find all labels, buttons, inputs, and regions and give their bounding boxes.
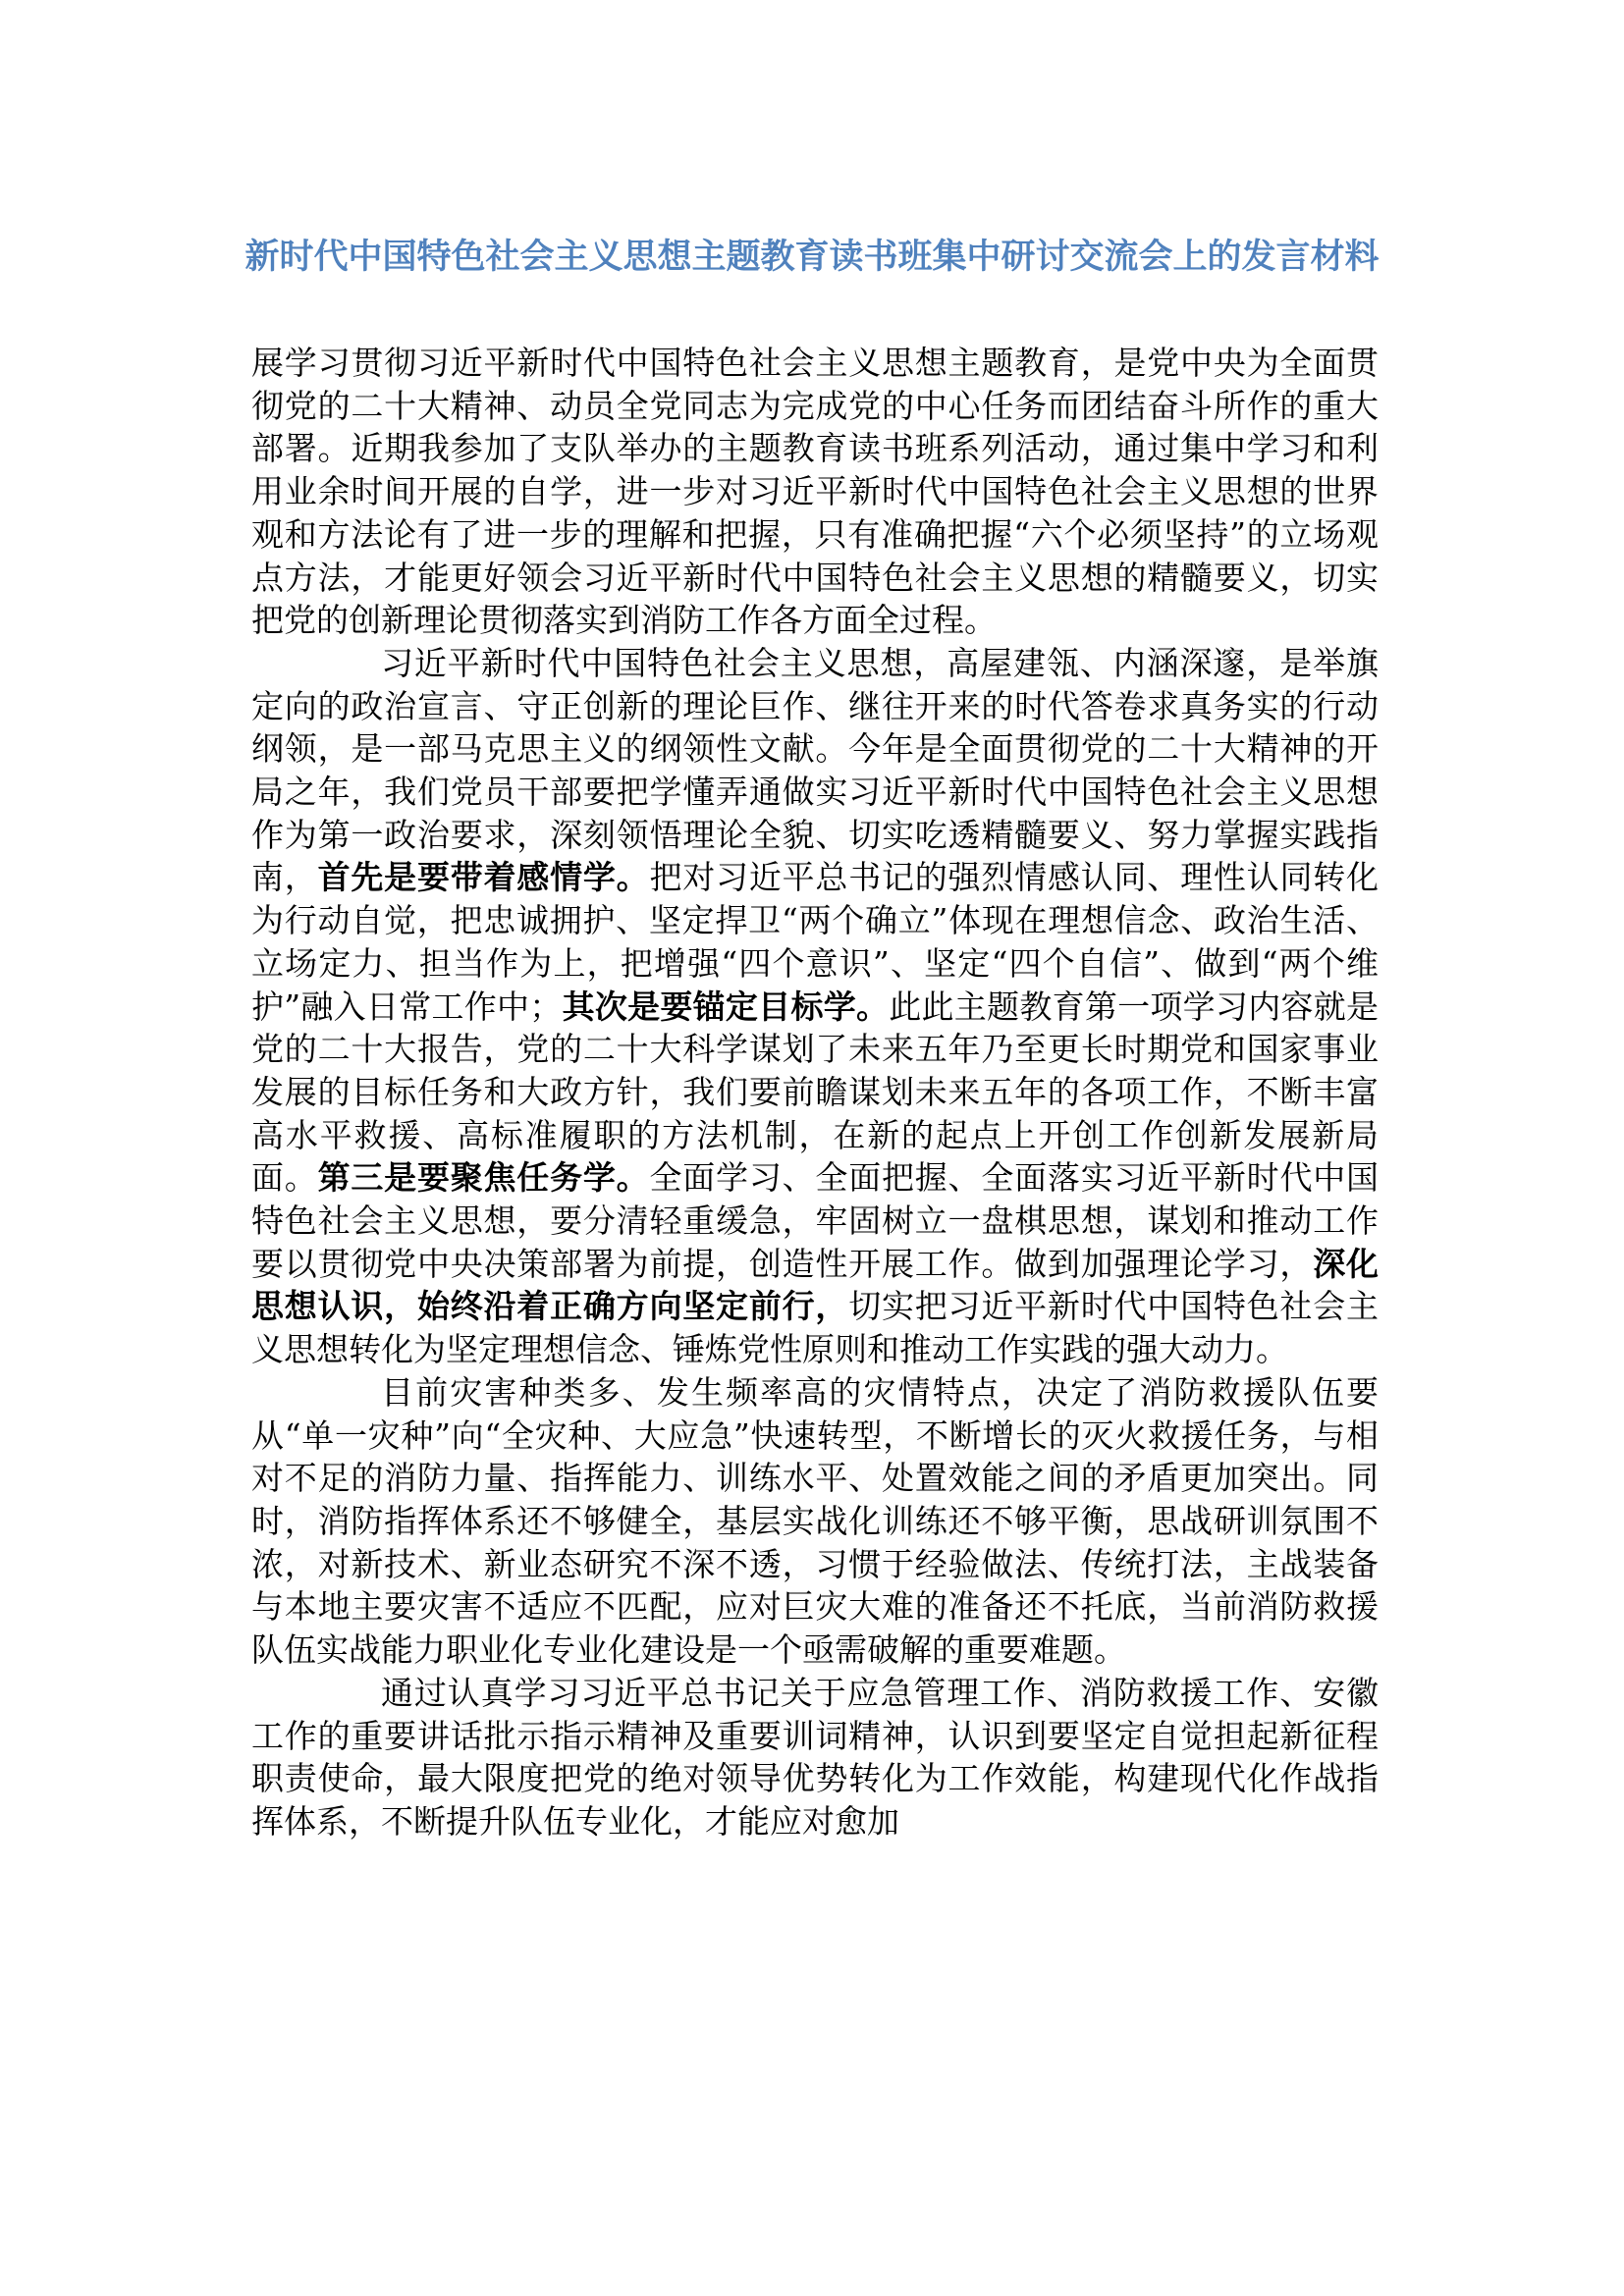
paragraph-text: 目前灾害种类多、发生频率高的灾情特点，决定了消防救援队伍要从“单一灾种”向“全灾种、大应急”快速转型，不断增长的灭火救援任务，与相对不足的消防力量、指挥能力、训练水平、处置效能之间的矛盾更加突出。同时，消防指挥体系还不够健全，基层实战化训练还不够平衡，思战研训氛围不浓，对新技术、新业态研究不深不透，习惯于经验做法、传统打法，主战装备与本地主要灾害不适应不匹配，应对巨灾大难的准备还不托底，当前消防救援队伍实战能力职业化专业化建设是一个亟需破解的重要难题。 bbox=[251, 1372, 1379, 1670]
bold-heading-second: 其次是要锚定目标学。 bbox=[562, 987, 890, 1026]
paragraph-text: 把对习近平总书记的强烈情感认同、理性认同转化为行动自觉，把忠诚拥护、坚定捍卫“两个确立”体现在理想信念、政治生活、立场定力、担当作为上，把增强“四个意识”、坚定“四个自信”、做到“两个维护”融入日常工作中； bbox=[251, 858, 1380, 1026]
document-body bbox=[251, 342, 1379, 1843]
bold-heading-first: 首先是要带着感情学。 bbox=[317, 858, 650, 897]
document-title: 新时代中国特色社会主义思想主题教育读书班集中研讨交流会上的发言材料 bbox=[244, 238, 1380, 277]
paragraph-intro bbox=[251, 342, 1379, 642]
paragraph-challenges bbox=[251, 1371, 1379, 1672]
bold-heading-third: 第三是要聚焦任务学。 bbox=[317, 1158, 650, 1198]
bold-phrase-deepen: 深化思想认识，始终沿着正确方向坚定前行， bbox=[251, 1244, 1380, 1326]
paragraph-study-points bbox=[251, 642, 1379, 1371]
paragraph-text: 展学习贯彻习近平新时代中国特色社会主义思想主题教育，是党中央为全面贯彻党的二十大精神、动员全党同志为完成党的中心任务而团结奋斗所作的重大部署。近期我参加了支队举办的主题教育读书班系列活动，通过集中学习和利用业余时间开展的自学，进一步对习近平新时代中国特色社会主义思想的世界观和方法论有了进一步的理解和把握，只有准确把握“六个必须坚持”的立场观点方法，才能更好领会习近平新时代中国特色社会主义思想的精髓要义，切实把党的创新理论贯彻落实到消防工作各方面全过程。 bbox=[251, 344, 1379, 640]
paragraph-text: 全面学习、全面把握、全面落实习近平新时代中国特色社会主义思想，要分清轻重缓急，牢固树立一盘棋思想，谋划和推动工作要以贯彻党中央决策部署为前提，创造性开展工作。做到加强理论学习， bbox=[251, 1158, 1380, 1283]
paragraph-text: 通过认真学习习近平总书记关于应急管理工作、消防救援工作、安徽工作的重要讲话批示指示精神及重要训词精神，认识到要坚定自觉担起新征程职责使命，最大限度把党的绝对领导优势转化为工作效能，构建现代化作战指挥体系，不断提升队伍专业化，才能应对愈加 bbox=[251, 1673, 1379, 1841]
paragraph-understanding bbox=[251, 1672, 1379, 1843]
paragraph-text: 习近平新时代中国特色社会主义思想，高屋建瓴、内涵深邃，是举旗定向的政治宣言、守正创新的理论巨作、继往开来的时代答卷求真务实的行动纲领，是一部马克思主义的纲领性文献。今年是全面贯彻党的二十大精神的开局之年，我们党员干部要把学懂弄通做实习近平新时代中国特色社会主义思想作为第一政治要求，深刻领悟理论全貌、切实吃透精髓要义、努力掌握实践指南， bbox=[251, 643, 1379, 897]
paragraph-text: 此此主题教育第一项学习内容就是党的二十大报告，党的二十大科学谋划了未来五年乃至更长时期党和国家事业发展的目标任务和大政方针，我们要前瞻谋划未来五年的各项工作，不断丰富高水平救援、高标准履职的方法机制，在新的起点上开创工作创新发展新局面。 bbox=[251, 987, 1380, 1198]
paragraph-text: 切实把习近平新时代中国特色社会主义思想转化为坚定理想信念、锤炼党性原则和推动工作实践的强大动力。 bbox=[251, 1287, 1380, 1369]
